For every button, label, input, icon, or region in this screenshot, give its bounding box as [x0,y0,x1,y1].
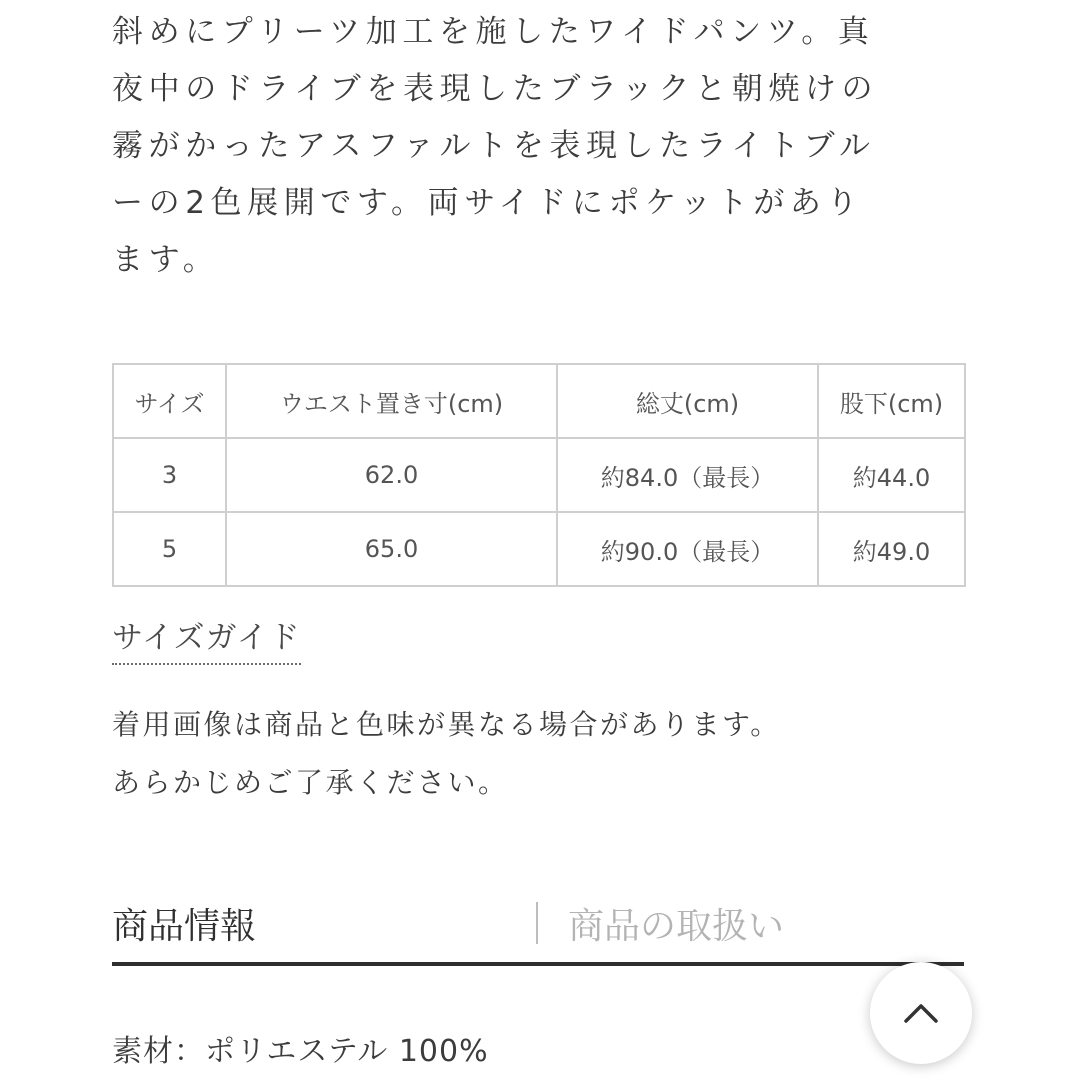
tab-product-info[interactable]: 商品情報 [112,906,257,947]
tab-product-care[interactable]: 商品の取扱い [568,906,785,947]
description-line: ーの2色展開です。両サイドにポケットがあり [112,185,864,221]
header-inseam: 股下(cm) [818,364,965,438]
size-table [112,363,966,587]
cell-waist: 62.0 [226,438,557,512]
table-header-row [113,364,965,438]
color-disclaimer [112,696,992,812]
product-tabs [112,888,964,966]
table-row [113,438,965,512]
description-line: 霧がかったアスファルトを表現したライトブル [112,128,876,164]
note-line: 着用画像は商品と色味が異なる場合があります。 [112,708,781,741]
cell-inseam: 約49.0 [818,512,965,586]
cell-size: 5 [113,512,226,586]
note-line: あらかじめご了承ください。 [112,766,509,799]
size-guide-link[interactable]: サイズガイド [112,612,301,665]
header-length: 総丈(cm) [557,364,818,438]
description-line: ます。 [112,242,220,278]
header-waist: ウエスト置き寸(cm) [226,364,557,438]
chevron-up-icon [903,1002,939,1024]
table-row [113,512,965,586]
cell-length: 約90.0（最長） [557,512,818,586]
material-text: 素材：ポリエステル 100% [112,1034,489,1069]
product-description [112,4,972,289]
cell-waist: 65.0 [226,512,557,586]
cell-length: 約84.0（最長） [557,438,818,512]
header-size: サイズ [113,364,226,438]
scroll-to-top-button[interactable] [870,962,972,1064]
description-line: 斜めにプリーツ加工を施したワイドパンツ。真 [112,14,875,50]
description-line: 夜中のドライブを表現したブラックと朝焼けの [112,71,879,107]
cell-size: 3 [113,438,226,512]
tab-divider [536,902,538,944]
cell-inseam: 約44.0 [818,438,965,512]
